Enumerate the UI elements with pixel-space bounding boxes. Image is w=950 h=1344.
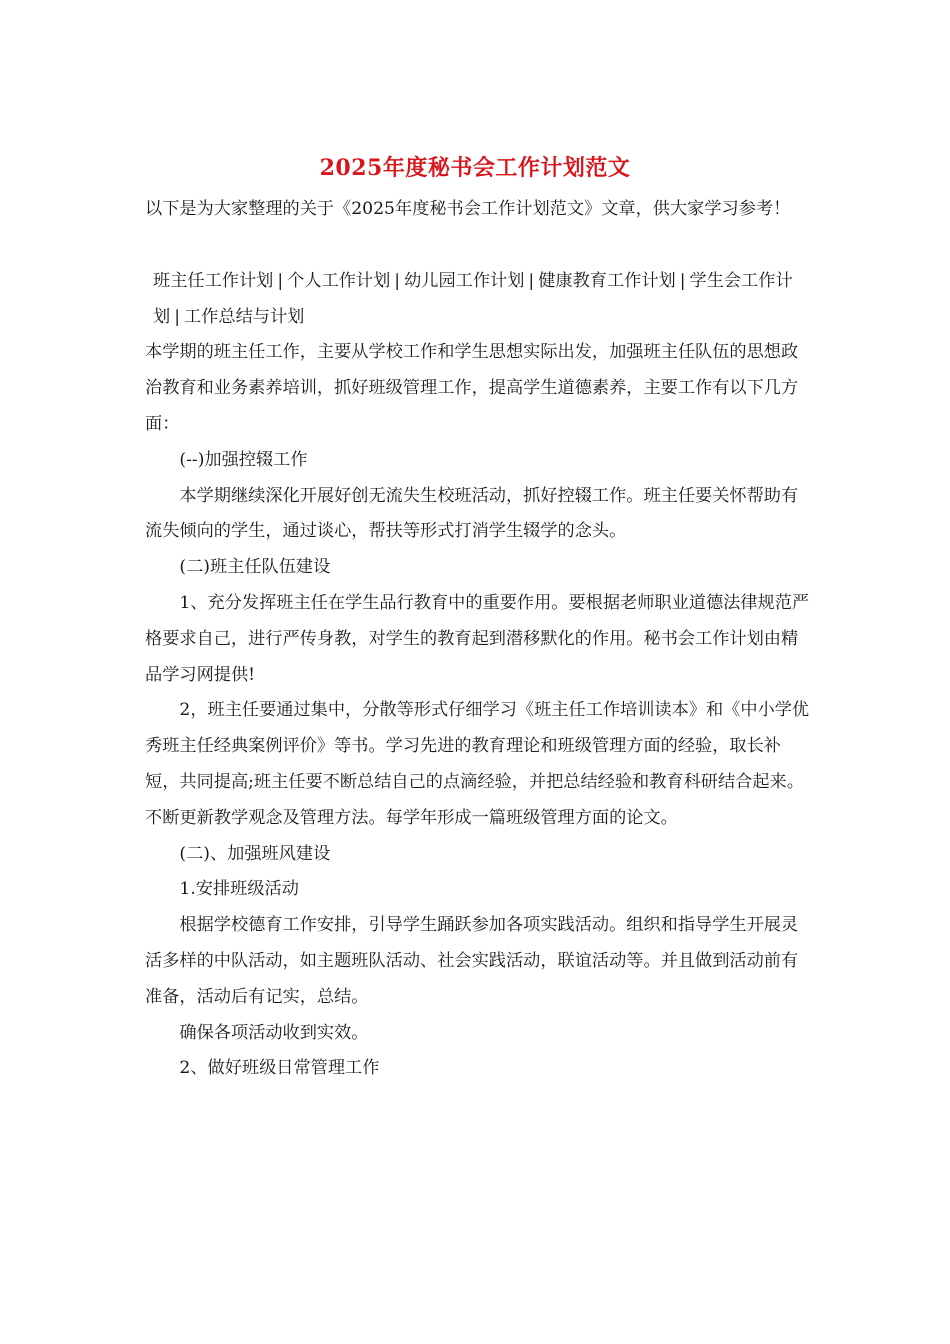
paragraph-2: 本学期继续深化开展好创无流失生校班活动，抓好控辍工作。班主任要关怀帮助有流失倾向的学生，通过谈心，帮扶等形式打消学生辍学的念头。 xyxy=(145,485,799,542)
link-personal-plan[interactable]: 个人工作计划 xyxy=(287,270,391,291)
document-body xyxy=(145,192,810,1087)
document-title: 2025年度秘书会工作计划范文 xyxy=(319,155,631,181)
link-summary-and-plan[interactable]: 工作总结与计划 xyxy=(184,306,305,327)
heading-class-spirit: (二)、加强班风建设 xyxy=(179,843,331,864)
heading-dropout-control: (--)加强控辍工作 xyxy=(179,449,308,470)
link-separator: | xyxy=(679,270,686,291)
link-student-union-plan[interactable]: 学生会工作计划 xyxy=(153,270,793,327)
paragraph-1: 本学期的班主任工作，主要从学校工作和学生思想实际出发，加强班主任队伍的思想政治教育和业务素养培训，抓好班级管理工作，提高学生道德素养，主要工作有以下几方面： xyxy=(145,342,799,434)
heading-class-activities: 1.安排班级活动 xyxy=(179,879,299,900)
spacer xyxy=(145,228,810,264)
link-separator: | xyxy=(174,306,180,327)
paragraph-3: 1、充分发挥班主任在学生品行教育中的重要作用。要根据老师职业道德法律规范严格要求自己，进行严传身教，对学生的教育起到潜移默化的作用。秘书会工作计划由精品学习网提供! xyxy=(145,592,810,685)
link-kindergarten-plan[interactable]: 幼儿园工作计划 xyxy=(404,270,525,291)
link-class-teacher-plan[interactable]: 班主任工作计划 xyxy=(153,270,274,291)
paragraph-4: 2，班主任要通过集中，分散等形式仔细学习《班主任工作培训读本》和《中小学优秀班主任经典案例评价》等书。学习先进的教育理论和班级管理方面的经验，取长补短，共同提高;班主任要不断总结自己的点滴经验，并把总结经验和教育科研结合起来。不断更新教学观念及管理方法。每学年形成一篇班级管理方面的论文。 xyxy=(145,700,810,828)
paragraph-5: 根据学校德育工作安排，引导学生踊跃参加各项实践活动。组织和指导学生开展灵活多样的中队活动，如主题班队活动、社会实践活动，联谊活动等。并且做到活动前有准备，活动后有记实，总结。 xyxy=(145,915,799,1007)
link-separator: | xyxy=(528,270,535,291)
heading-teacher-team: (二)班主任队伍建设 xyxy=(179,557,331,578)
link-health-education-plan[interactable]: 健康教育工作计划 xyxy=(538,270,676,291)
paragraph-6: 确保各项活动收到实效。 xyxy=(179,1022,369,1043)
link-separator: | xyxy=(277,270,284,291)
related-links xyxy=(145,264,810,336)
link-separator: | xyxy=(394,270,401,291)
intro-paragraph: 以下是为大家整理的关于《2025年度秘书会工作计划范文》文章，供大家学习参考！ xyxy=(145,199,791,219)
heading-daily-management: 2、做好班级日常管理工作 xyxy=(179,1058,380,1079)
